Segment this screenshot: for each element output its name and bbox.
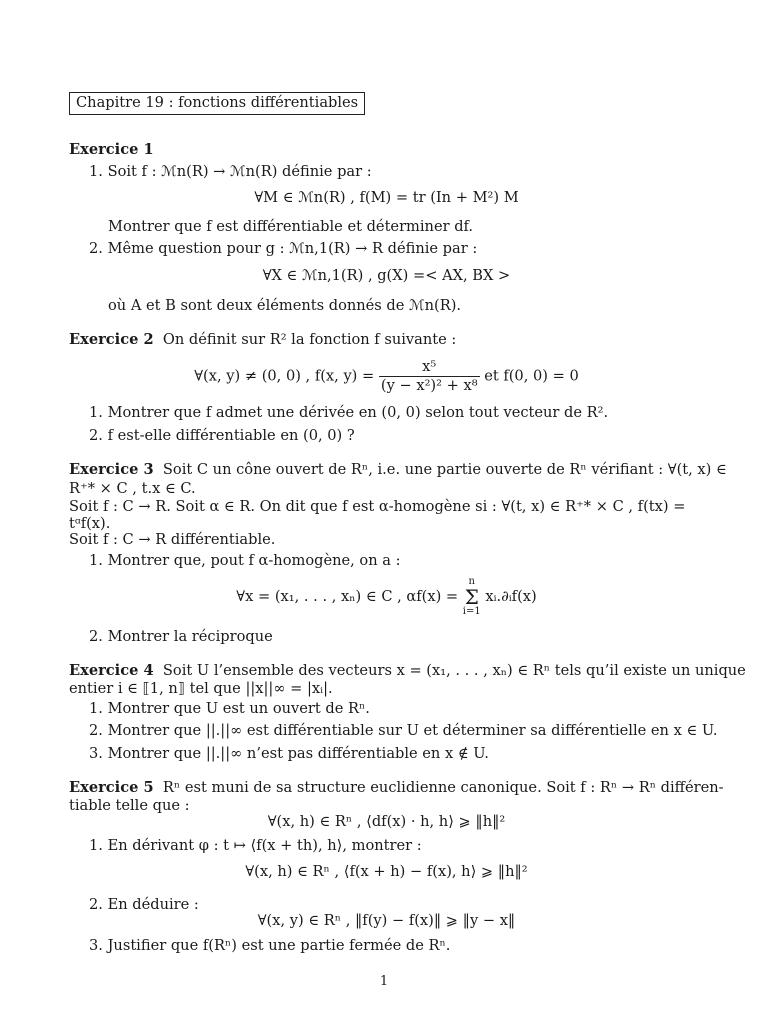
exercise-5-item-3	[89, 937, 450, 955]
exercise-5-item-1	[89, 837, 422, 855]
exercise-1-heading	[69, 141, 154, 159]
exercise-1-item-2	[89, 240, 477, 258]
sum-lower-limit: i=1	[462, 606, 481, 617]
item-text: Montrer que U est un ouvert de Rⁿ.	[107, 700, 370, 717]
equation-left: ∀x = (x₁, . . . , xₙ) ∈ C , αf(x) =	[236, 588, 459, 605]
fraction	[379, 358, 480, 395]
sum-upper-limit: n	[468, 576, 475, 587]
exercise-4-item-3	[89, 745, 489, 763]
exercise-2-item-2	[89, 427, 355, 445]
exercise-2-item-1	[89, 404, 608, 422]
fraction-numerator: x⁵	[379, 358, 480, 377]
exercise-5-label: Exercice 5	[69, 779, 154, 796]
exercise-4-line-2: entier i ∈ ⟦1, n⟧ tel que ||x||∞ = |xᵢ|.	[69, 680, 333, 697]
item-text: Même question pour g : ℳn,1(R) → R définie par :	[107, 240, 478, 257]
exercise-5-text-1: Rⁿ est muni de sa structure euclidienne canonique. Soit f : Rⁿ → Rⁿ différen-	[162, 779, 724, 796]
equation-left: ∀(x, y) ≠ (0, 0) , f(x, y) =	[194, 367, 375, 385]
item-text: Montrer que ||.||∞ n’est pas différentiable en x ∉ U.	[107, 745, 489, 762]
item-number: 2.	[89, 427, 103, 444]
exercise-4-item-1	[89, 700, 370, 718]
exercise-3-item-1	[89, 552, 401, 570]
exercise-3-line-4: tᵅf(x).	[69, 515, 111, 532]
item-number: 2.	[89, 628, 103, 645]
item-text: f est-elle différentiable en (0, 0) ?	[107, 427, 355, 444]
exercise-2-label: Exercice 2	[69, 331, 154, 348]
item-text: Montrer la réciproque	[107, 628, 273, 645]
item-number: 3.	[89, 937, 103, 954]
exercise-4-item-2	[89, 722, 718, 740]
exercise-5-line-2: tiable telle que :	[69, 797, 190, 814]
exercise-1-task-2: où A et B sont deux éléments donnés de ℳn(R).	[108, 297, 462, 314]
item-number: 1.	[89, 837, 103, 854]
equation-right: et f(0, 0) = 0	[484, 367, 579, 385]
item-number: 1.	[89, 700, 103, 717]
exercise-5-equation-2: ∀(x, h) ∈ Rⁿ , ⟨f(x + h) − f(x), h⟩ ⩾ ‖h‖²	[245, 863, 528, 880]
exercise-1-task-1: Montrer que f est différentiable et déterminer df.	[108, 218, 474, 235]
item-number: 1.	[89, 404, 103, 421]
exercise-3-label: Exercice 3	[69, 461, 154, 478]
exercise-3-line-5: Soit f : C → R différentiable.	[69, 531, 276, 548]
item-number: 2.	[89, 240, 103, 257]
exercise-5-equation-3: ∀(x, y) ∈ Rⁿ , ‖f(y) − f(x)‖ ⩾ ‖y − x‖	[257, 912, 516, 929]
equation-right: xᵢ.∂ᵢf(x)	[485, 588, 537, 605]
item-number: 2.	[89, 722, 103, 739]
exercise-2-heading	[69, 331, 456, 349]
item-number: 3.	[89, 745, 103, 762]
item-text: Soit f : ℳn(R) → ℳn(R) définie par :	[107, 163, 372, 180]
item-number: 2.	[89, 896, 103, 913]
exercise-2-intro: On définit sur R² la fonction f suivante :	[162, 331, 457, 348]
item-text: Justifier que f(Rⁿ) est une partie fermée de Rⁿ.	[107, 937, 451, 954]
exercise-4-line-1	[69, 662, 746, 680]
exercise-3-line-2: R⁺* × C , t.x ∈ C.	[69, 480, 196, 497]
exercise-1-item-1	[89, 163, 372, 181]
item-text: En dérivant φ : t ↦ ⟨f(x + th), h⟩, montrer :	[107, 837, 422, 854]
fraction-denominator: (y − x²)² + x⁸	[380, 377, 478, 395]
exercise-3-line-1	[69, 461, 727, 479]
exercise-3-item-2	[89, 628, 273, 646]
item-text: Montrer que f admet une dérivée en (0, 0) selon tout vecteur de R².	[107, 404, 609, 421]
item-text: En déduire :	[107, 896, 199, 913]
exercise-5-equation-1: ∀(x, h) ∈ Rⁿ , ⟨df(x) · h, h⟩ ⩾ ‖h‖²	[267, 813, 506, 830]
page-number: 1	[379, 974, 389, 989]
item-number: 1.	[89, 552, 103, 569]
item-number: 1.	[89, 163, 103, 180]
chapter-title: Chapitre 19 : fonctions différentiables	[69, 92, 365, 115]
exercise-1-label: Exercice 1	[69, 141, 154, 158]
sum-symbol: Σ	[464, 585, 479, 609]
exercise-1-equation-2: ∀X ∈ ℳn,1(R) , g(X) =< AX, BX >	[262, 267, 511, 284]
exercise-5-line-1	[69, 779, 724, 797]
exercise-3-line-3: Soit f : C → R. Soit α ∈ R. On dit que f est α-homogène si : ∀(t, x) ∈ R⁺* × C , f(tx) =	[69, 498, 686, 515]
exercise-3-text-1: Soit C un cône ouvert de Rⁿ, i.e. une partie ouverte de Rⁿ vérifiant : ∀(t, x) ∈	[162, 461, 727, 478]
exercise-1-equation-1: ∀M ∈ ℳn(R) , f(M) = tr (In + M²) M	[254, 189, 519, 206]
summation	[463, 577, 481, 617]
exercise-3-equation	[69, 577, 704, 617]
item-text: Montrer que ||.||∞ est différentiable sur U et déterminer sa différentielle en x ∈ U.	[107, 722, 718, 739]
exercise-4-label: Exercice 4	[69, 662, 154, 679]
exercise-4-text-1: Soit U l’ensemble des vecteurs x = (x₁, . . . , xₙ) ∈ Rⁿ tels qu’il existe un unique	[162, 662, 746, 679]
exercise-2-equation	[69, 358, 704, 395]
item-text: Montrer que, pout f α-homogène, on a :	[107, 552, 401, 569]
